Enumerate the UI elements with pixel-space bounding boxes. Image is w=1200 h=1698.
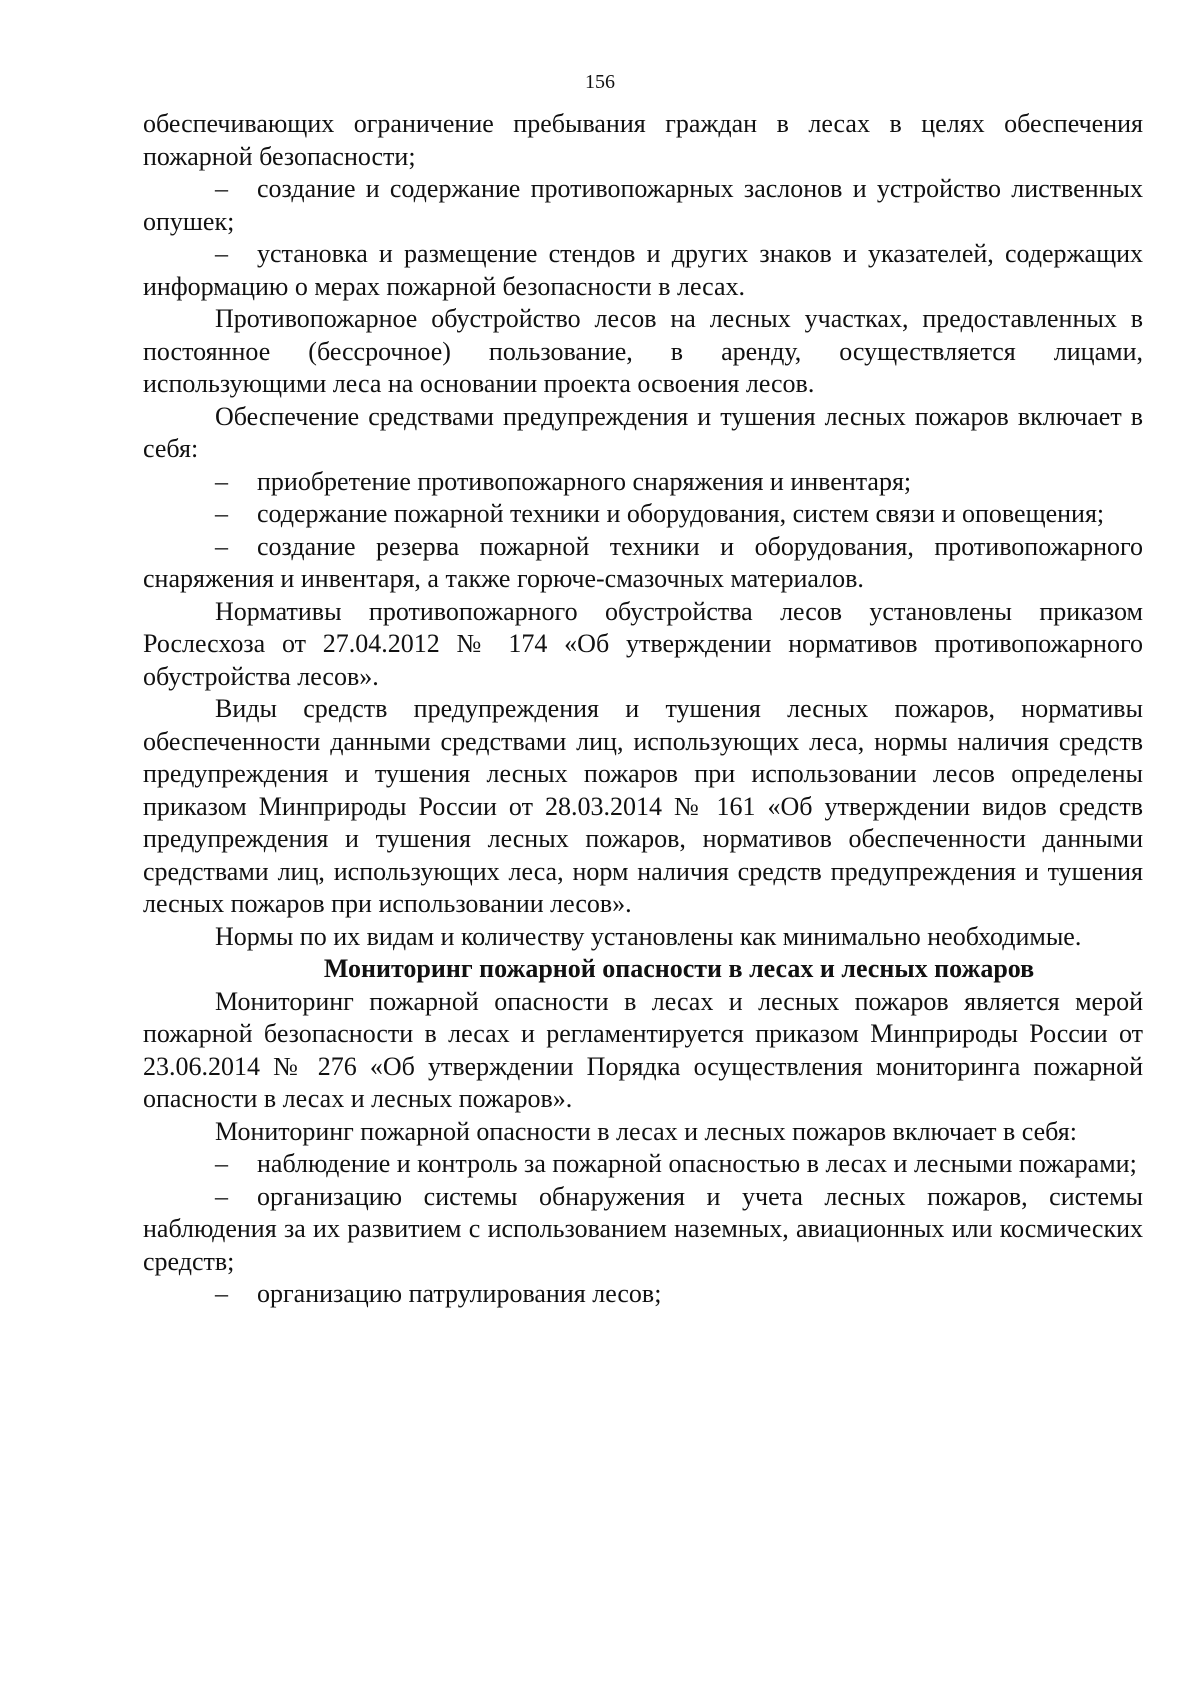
paragraph-text: установка и размещение стендов и других знаков и указателей, содержащих информацию о мерах пожарной безопасности в лесах. [143, 239, 1143, 301]
page-number: 156 [585, 71, 615, 93]
paragraph-text: Противопожарное обустройство лесов на лесных участках, предоставленных в постоянное (бессрочное) пользование, в аренду, осуществляется лицами, использующими леса на основании проекта освоения лесов. [143, 304, 1143, 398]
paragraph [143, 1116, 1143, 1149]
paragraph-text: создание и содержание противопожарных заслонов и устройство лиственных опушек; [143, 174, 1143, 236]
paragraph-text: содержание пожарной техники и оборудования, систем связи и оповещения; [257, 499, 1105, 528]
dash-bullet: – [215, 1149, 228, 1178]
paragraph [143, 921, 1143, 954]
paragraph-text: Мониторинг пожарной опасности в лесах и лесных пожаров является мерой пожарной безопасности в лесах и регламентируется приказом Минприроды России от 23.06.2014 № 276 «Об утверждении Порядка осуществления мониторинга пожарной опасности в лесах и лесных пожаров». [143, 986, 1143, 1113]
paragraph-text: создание резерва пожарной техники и оборудования, противопожарного снаряжения и инвентаря, а также горюче-смазочных материалов. [143, 531, 1143, 593]
paragraph-text: Виды средств предупреждения и тушения лесных пожаров, нормативы обеспеченности данными средствами лиц, использующих леса, нормы наличия средств предупреждения и тушения лесных пожаров при использовании лесов определены приказом Минприроды России от 28.03.2014 № 161 «Об утверждении видов средств предупреждения и тушения лесных пожаров, нормативов обеспеченности данными средствами лиц, использующих леса, норм наличия средств предупреждения и тушения лесных пожаров при использовании лесов». [143, 694, 1143, 918]
paragraph [143, 303, 1143, 401]
dash-bullet: – [215, 1279, 228, 1308]
paragraph-text: Обеспечение средствами предупреждения и тушения лесных пожаров включает в себя: [143, 401, 1143, 463]
paragraph-text: приобретение противопожарного снаряжения и инвентаря; [257, 466, 912, 496]
section-before [143, 108, 1143, 953]
paragraph [143, 986, 1143, 1116]
dash-bullet: – [215, 1181, 228, 1211]
list-item [143, 173, 1143, 238]
list-item [143, 238, 1143, 303]
list-item [143, 1181, 1143, 1279]
list-item [143, 466, 1143, 499]
dash-bullet: – [215, 531, 228, 561]
paragraph-text: наблюдение и контроль за пожарной опасностью в лесах и лесными пожарами; [257, 1149, 1137, 1178]
section-heading: Мониторинг пожарной опасности в лесах и лесных пожаров [323, 954, 1035, 983]
dash-bullet: – [215, 466, 228, 496]
paragraph-text: Мониторинг пожарной опасности в лесах и лесных пожаров включает в себя: [215, 1116, 1077, 1146]
dash-bullet: – [215, 499, 228, 528]
paragraph [143, 693, 1143, 921]
dash-bullet: – [215, 174, 228, 203]
list-item [143, 1148, 1143, 1181]
section-after [143, 986, 1143, 1311]
paragraph-text: Нормативы противопожарного обустройства лесов установлены приказом Рослесхоза от 27.04.2012 № 174 «Об утверждении нормативов противопожарного обустройства лесов». [143, 596, 1143, 691]
list-item [143, 531, 1143, 596]
paragraph [143, 596, 1143, 694]
paragraph-text: обеспечивающих ограничение пребывания граждан в лесах в целях обеспечения пожарной безопасности; [143, 109, 1143, 171]
paragraph-continuation [143, 108, 1143, 173]
paragraph [143, 401, 1143, 466]
list-item [143, 498, 1143, 531]
paragraph-text: организацию патрулирования лесов; [257, 1279, 662, 1308]
dash-bullet: – [215, 239, 228, 268]
list-item [143, 1278, 1143, 1311]
paragraph-text: Нормы по их видам и количеству установлены как минимально необходимые. [215, 921, 1082, 951]
document-body [143, 108, 1143, 1311]
paragraph-text: организацию системы обнаружения и учета лесных пожаров, системы наблюдения за их развитием с использованием наземных, авиационных или космических средств; [143, 1181, 1143, 1276]
